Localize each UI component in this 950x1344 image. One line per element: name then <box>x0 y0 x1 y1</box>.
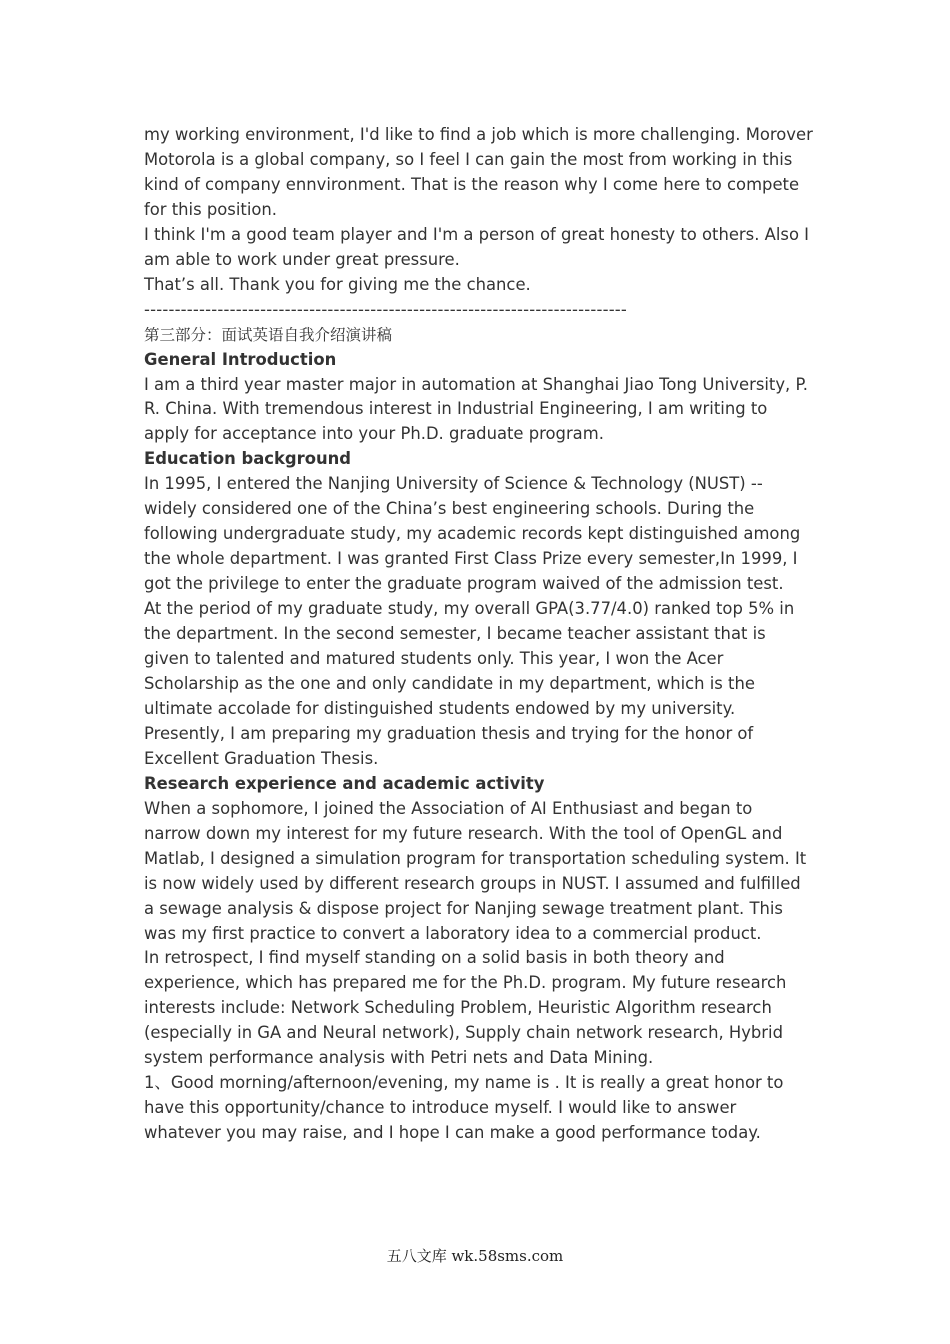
heading-general-introduction: General Introduction <box>144 349 337 369</box>
paragraph-education-graduate: At the period of my graduate study, my overall GPA(3.77/4.0) ranked top 5% in the department. In the second semester, I became teacher assistant that is given to talented and matured students only. This year, I won the Acer Scholarship as the one and only candidate in my department, which is the ultimate accolade for distinguished students endowed by my university. Presently, I am preparing my graduation thesis and trying for the honor of Excellent Graduation Thesis. <box>144 599 795 768</box>
paragraph-greeting: 1、Good morning/afternoon/evening, my name is . It is really a great honor to have this opportunity/chance to introduce myself. I would like to answer whatever you may raise, and I hope I can make a good performance today. <box>144 1073 784 1143</box>
paragraph-general-introduction: I am a third year master major in automation at Shanghai Jiao Tong University, P. R. China. With tremendous interest in Industrial Engineering, I am writing to apply for acceptance into your Ph.D. graduate program. <box>144 374 809 444</box>
paragraph-research-retrospect: In retrospect, I find myself standing on a solid basis in both theory and experience, which has prepared me for the Ph.D. program. My future research interests include: Network Scheduling Problem, Heuristic Algorithm research (especially in GA and Neural network), Supply chain network research, Hybrid system performance analysis with Petri nets and Data Mining. <box>144 948 787 1068</box>
document-body <box>144 123 814 1146</box>
paragraph-education-undergraduate: In 1995, I entered the Nanjing University of Science & Technology (NUST) -- widely considered one of the China’s best engineering schools. During the following undergraduate study, my academic records kept distinguished among the whole department. I was granted First Class Prize every semester,In 1999, I got the privilege to enter the graduate program waived of the admission test. <box>144 474 801 594</box>
section-divider: ------------------------------------------------------------------------------- <box>144 299 628 319</box>
paragraph-working-environment: my working environment, I'd like to find a job which is more challenging. Morover Motorola is a global company, so I feel I can gain the most from working in this kind of company ennvironment. That is the reason why I come here to compete for this position. <box>144 125 813 219</box>
footer-watermark: 五八文库 wk.58sms.com <box>386 1247 564 1265</box>
heading-education-background: Education background <box>144 449 352 469</box>
paragraph-closing: That’s all. Thank you for giving me the chance. <box>144 274 531 294</box>
heading-research-experience: Research experience and academic activity <box>144 773 545 793</box>
paragraph-research-sophomore: When a sophomore, I joined the Association of AI Enthusiast and began to narrow down my interest for my future research. With the tool of OpenGL and Matlab, I designed a simulation program for transportation scheduling system. It is now widely used by different research groups in NUST. I assumed and fulfilled a sewage analysis & dispose project for Nanjing sewage treatment plant. This was my first practice to convert a laboratory idea to a commercial product. <box>144 798 807 943</box>
section-title: 第三部分：面试英语自我介绍演讲稿 <box>144 325 393 344</box>
paragraph-team-player: I think I'm a good team player and I'm a person of great honesty to others. Also I am able to work under great pressure. <box>144 224 810 269</box>
